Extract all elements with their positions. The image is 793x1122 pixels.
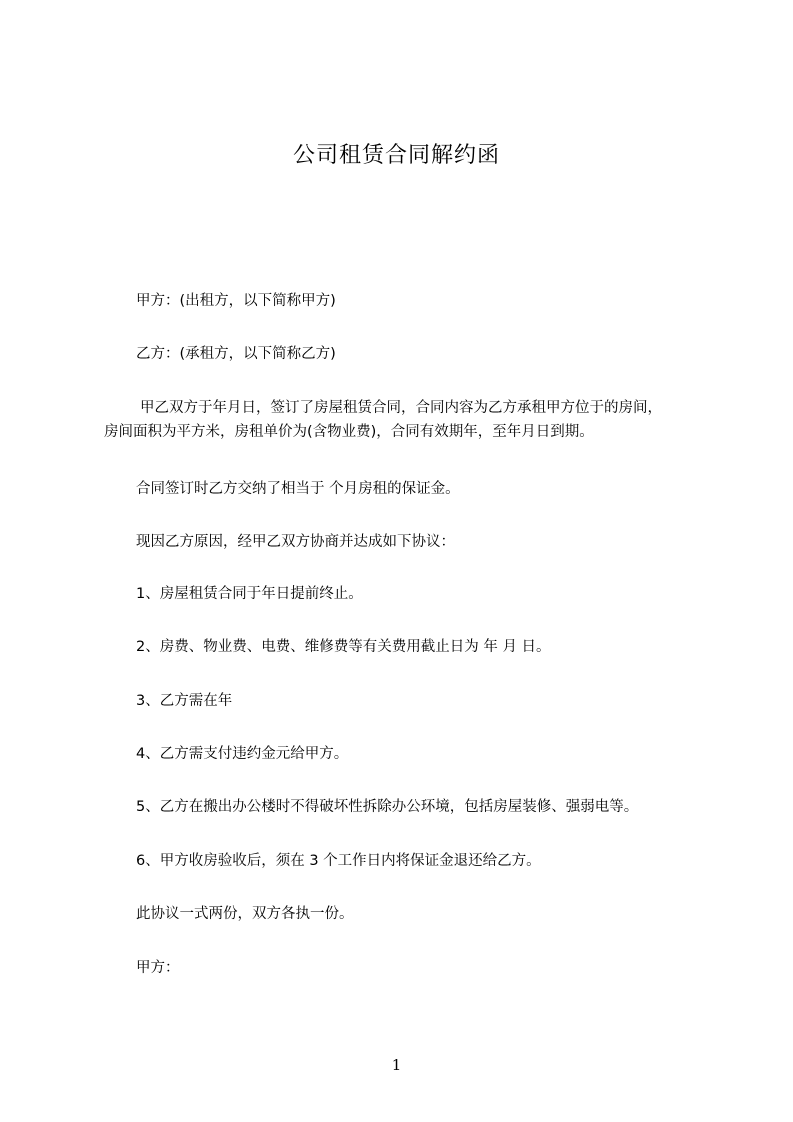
document-title: 公司租赁合同解约函	[292, 143, 500, 168]
intro-paragraph	[104, 396, 724, 444]
clause-5: 5、乙方在搬出办公楼时不得破坏性拆除办公环境，包括房屋装修、强弱电等。	[136, 799, 639, 815]
agreement-intro-line: 现因乙方原因，经甲乙双方协商并达成如下协议：	[136, 534, 455, 550]
clause-1: 1、房屋租赁合同于年日提前终止。	[136, 586, 363, 602]
signature-party-a: 甲方：	[136, 960, 180, 976]
party-b-line: 乙方：(承租方，以下简称乙方)	[136, 346, 336, 362]
intro-line-2: 房间面积为平方米，房租单价为(含物业费)，合同有效期年，至年月日到期。	[104, 424, 594, 440]
clause-6: 6、甲方收房验收后，须在 3 个工作日内将保证金退还给乙方。	[136, 853, 541, 869]
clause-4: 4、乙方需支付违约金元给甲方。	[136, 746, 349, 762]
copies-line: 此协议一式两份，双方各执一份。	[136, 906, 354, 922]
clause-2: 2、房费、物业费、电费、维修费等有关费用截止日为 年 月 日。	[136, 639, 551, 655]
party-a-line: 甲方：(出租方，以下简称甲方)	[136, 293, 336, 309]
page-number: 1	[391, 1056, 402, 1074]
intro-line-1: 甲乙双方于年月日，签订了房屋租赁合同，合同内容为乙方承租甲方位于的房间，	[140, 400, 662, 416]
clause-3: 3、乙方需在年	[136, 693, 233, 709]
deposit-line: 合同签订时乙方交纳了相当于 个月房租的保证金。	[136, 481, 460, 497]
